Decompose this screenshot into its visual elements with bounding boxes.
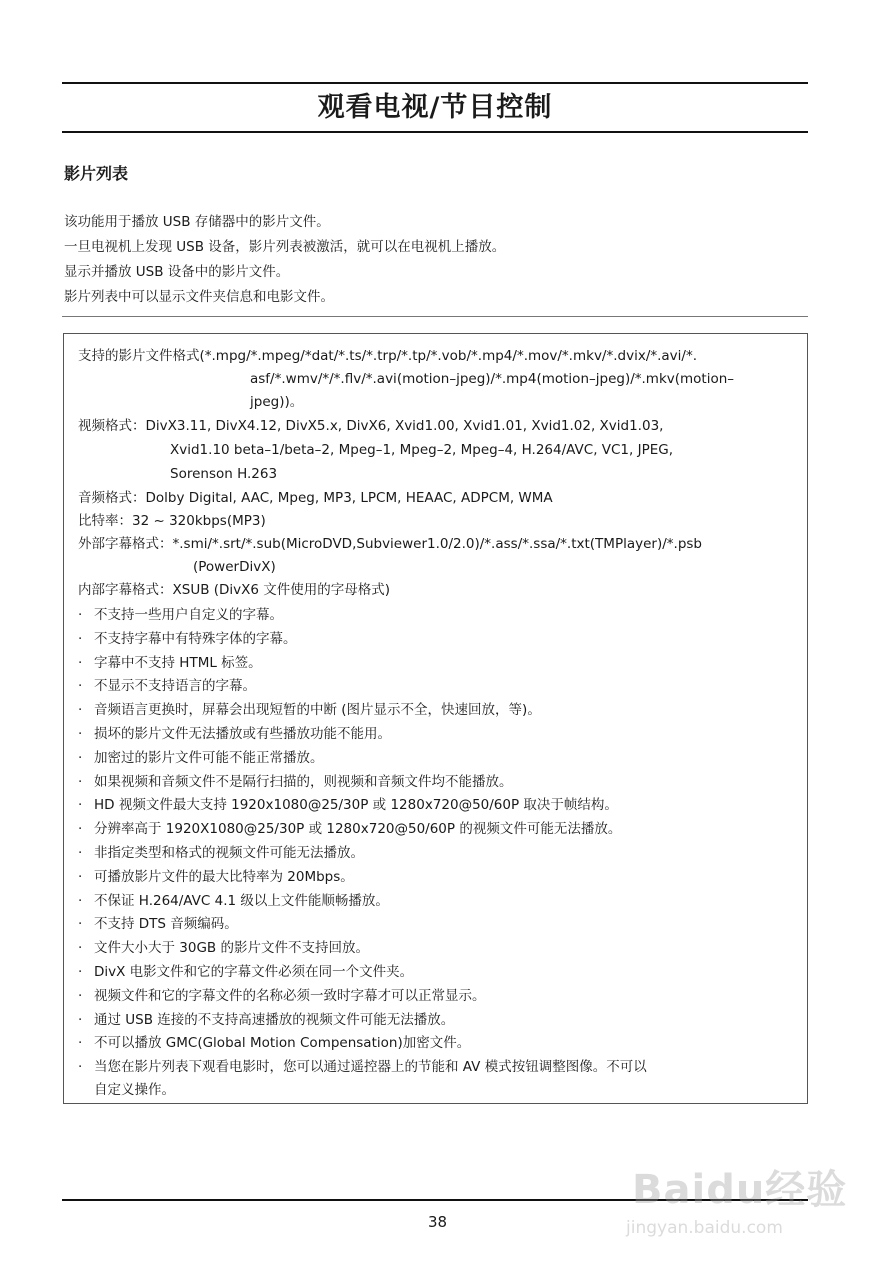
bullet-dot: · xyxy=(78,749,83,766)
internal-subtitles-line xyxy=(78,580,390,600)
page-number: 38 xyxy=(427,1213,448,1231)
bullet-dot: · xyxy=(78,1035,83,1052)
bullet-text: DivX 电影文件和它的字幕文件必须在同一个文件夹。 xyxy=(94,964,414,980)
bullet-dot: · xyxy=(78,773,83,790)
bullet-dot: · xyxy=(78,821,83,838)
title-top-rule xyxy=(62,82,808,84)
external-subtitles-line xyxy=(78,534,702,554)
bullet-item xyxy=(78,819,621,839)
bullet-item xyxy=(78,1010,454,1030)
bullet-dot: · xyxy=(78,1011,83,1028)
bullet-text: 不显示不支持语言的字幕。 xyxy=(94,678,256,695)
bullet-dot: · xyxy=(78,654,83,671)
bullet-dot: · xyxy=(78,916,83,933)
section-title: 影片列表 xyxy=(64,164,129,183)
bullet-dot: · xyxy=(78,726,83,742)
baidu-watermark xyxy=(612,1148,852,1258)
bullet-text: 通过 USB 连接的不支持高速播放的视频文件可能无法播放。 xyxy=(94,1011,455,1028)
bullet-item xyxy=(78,962,413,982)
intro-line: 显示并播放 USB 设备中的影片文件。 xyxy=(64,264,290,280)
bullet-text: 字幕中不支持 HTML 标签。 xyxy=(94,654,262,671)
bullet-item xyxy=(78,986,486,1006)
title-bottom-rule xyxy=(62,131,808,133)
internal-subtitles-value: XSUB (DivX6 文件使用的字母格式) xyxy=(172,582,391,598)
bullet-dot: · xyxy=(78,964,83,980)
bullet-text: 音频语言更换时，屏幕会出现短暂的中断 (图片显示不全，快速回放，等)。 xyxy=(94,702,541,719)
bullet-dot: · xyxy=(78,845,83,861)
page-title: 观看电视/节目控制 xyxy=(317,92,553,123)
formats-value: (*.mpg/*.mpeg/*dat/*.ts/*.trp/*.tp/*.vob/*.mp4/*.mov/*.mkv/*.dvix/*.avi/*. xyxy=(199,348,698,364)
bullet-item xyxy=(78,629,297,649)
watermark-logo: Baidu经验 xyxy=(632,1167,848,1213)
bullet-text: 加密过的影片文件可能不能正常播放。 xyxy=(94,749,324,766)
bullet-item xyxy=(78,795,618,815)
intro-line: 一旦电视机上发现 USB 设备，影片列表被激活，就可以在电视机上播放。 xyxy=(64,239,506,255)
formats-line xyxy=(78,346,697,366)
bullet-text: 非指定类型和格式的视频文件可能无法播放。 xyxy=(94,845,364,861)
watermark-url: jingyan.baidu.com xyxy=(626,1218,783,1238)
video-line xyxy=(78,416,663,436)
bullet-dot: · xyxy=(78,868,83,885)
bullet-text: 当您在影片列表下观看电影时，您可以通过遥控器上的节能和 AV 模式按钮调整图像。不可以 xyxy=(94,1059,647,1076)
bullet-dot: · xyxy=(78,630,83,647)
bullet-dot: · xyxy=(78,702,83,719)
intro-line: 该功能用于播放 USB 存储器中的影片文件。 xyxy=(64,214,330,230)
bullet-item xyxy=(78,914,238,934)
bullet-text: 文件大小大于 30GB 的影片文件不支持回放。 xyxy=(94,940,369,957)
bullet-dot: · xyxy=(78,1059,83,1076)
formats-continuation: asf/*.wmv/*/*.flv/*.avi(motion–jpeg)/*.mp4(motion–jpeg)/*.mkv(motion– xyxy=(250,371,735,387)
bullet-dot: · xyxy=(78,607,83,623)
bullet-text: 分辨率高于 1920X1080@25/30P 或 1280x720@50/60P 的视频文件可能无法播放。 xyxy=(94,821,622,838)
bullet-item xyxy=(78,676,256,696)
formats-continuation: jpeg))。 xyxy=(250,394,304,410)
bitrate-value: 32 ~ 320kbps(MP3) xyxy=(132,513,266,529)
bullet-item xyxy=(78,605,283,625)
bullet-text: 损坏的影片文件无法播放或有些播放功能不能用。 xyxy=(94,726,391,742)
formats-label: 支持的影片文件格式 xyxy=(78,348,200,364)
bullet-item xyxy=(78,748,324,768)
bullet-item xyxy=(78,938,369,958)
bullet-text: 如果视频和音频文件不是隔行扫描的，则视频和音频文件均不能播放。 xyxy=(94,773,513,790)
bullet-item xyxy=(78,653,262,673)
bullet-item xyxy=(78,843,364,863)
bullet-text: 可播放影片文件的最大比特率为 20Mbps。 xyxy=(94,868,354,885)
bullet-text: 不支持 DTS 音频编码。 xyxy=(94,916,238,933)
external-subtitles-continuation: (PowerDivX) xyxy=(193,559,276,575)
video-continuation: Sorenson H.263 xyxy=(170,466,278,482)
bullet-dot: · xyxy=(78,940,83,957)
bullet-dot: · xyxy=(78,987,83,1004)
audio-line xyxy=(78,488,553,508)
bullet-item xyxy=(78,724,391,744)
bullet-text: 视频文件和它的字幕文件的名称必须一致时字幕才可以正常显示。 xyxy=(94,987,486,1004)
bullet-item xyxy=(78,1033,470,1053)
bullet-text: 不可以播放 GMC(Global Motion Compensation)加密文件。 xyxy=(94,1035,471,1052)
bullet-dot: · xyxy=(78,892,83,909)
bullet-dot: · xyxy=(78,678,83,695)
intro-divider xyxy=(62,316,808,317)
bullet-item-last xyxy=(78,1057,647,1077)
video-value: DivX3.11, DivX4.12, DivX5.x, DivX6, Xvid1.00, Xvid1.01, Xvid1.02, Xvid1.03, xyxy=(145,418,664,434)
bullet-text: 不支持字幕中有特殊字体的字幕。 xyxy=(94,630,297,647)
bullet-text: 不保证 H.264/AVC 4.1 级以上文件能顺畅播放。 xyxy=(94,892,389,909)
bullet-item xyxy=(78,891,389,911)
external-subtitles-value: *.smi/*.srt/*.sub(MicroDVD,Subviewer1.0/2.0)/*.ass/*.ssa/*.txt(TMPlayer)/*.psb xyxy=(172,536,702,552)
bullet-text: HD 视频文件最大支持 1920x1080@25/30P 或 1280x720@50/60P 取决于帧结构。 xyxy=(94,797,618,814)
bullet-item xyxy=(78,772,513,792)
bullet-dot: · xyxy=(78,797,83,814)
bullet-text: 不支持一些用户自定义的字幕。 xyxy=(94,607,283,623)
audio-label: 音频格式： xyxy=(78,490,146,506)
audio-value: Dolby Digital, AAC, Mpeg, MP3, LPCM, HEAAC, ADPCM, WMA xyxy=(145,490,553,506)
bullet-continuation: 自定义操作。 xyxy=(94,1082,175,1099)
bitrate-line xyxy=(78,511,266,531)
bullet-item xyxy=(78,700,541,720)
video-continuation: Xvid1.10 beta–1/beta–2, Mpeg–1, Mpeg–2, Mpeg–4, H.264/AVC, VC1, JPEG, xyxy=(170,442,674,458)
bitrate-label: 比特率： xyxy=(78,513,132,529)
internal-subtitles-label: 内部字幕格式： xyxy=(78,582,173,598)
video-label: 视频格式： xyxy=(78,418,146,434)
external-subtitles-label: 外部字幕格式： xyxy=(78,536,173,552)
bullet-item xyxy=(78,867,354,887)
intro-line: 影片列表中可以显示文件夹信息和电影文件。 xyxy=(64,289,334,305)
